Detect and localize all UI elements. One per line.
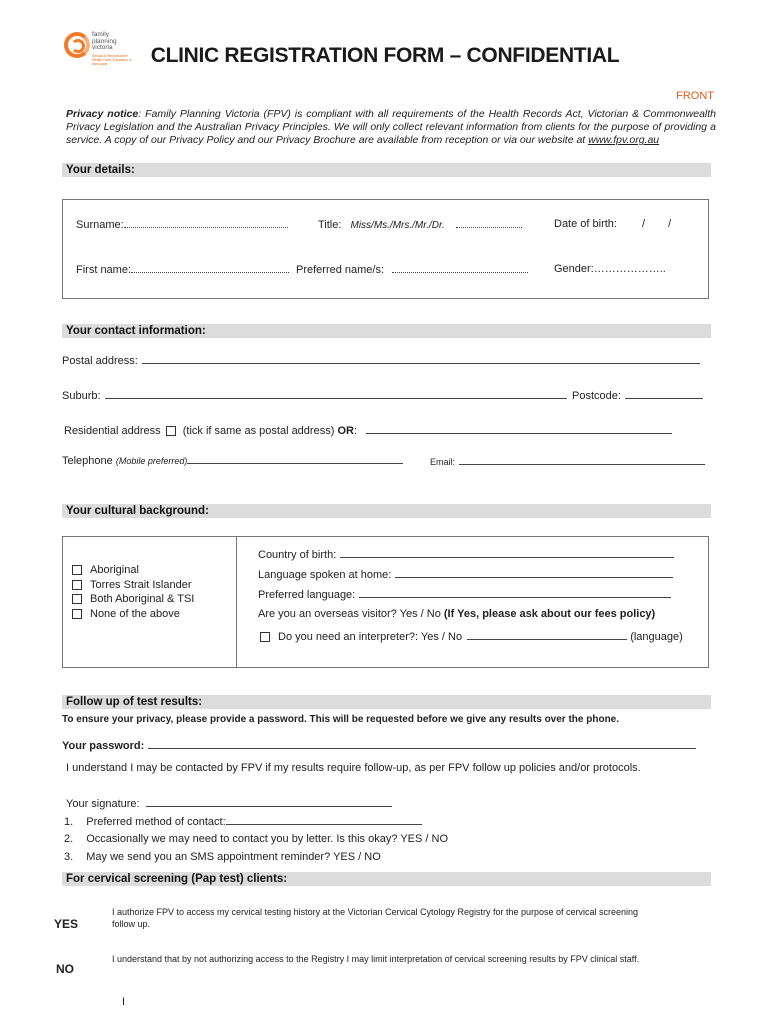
same-as-postal-checkbox[interactable] bbox=[166, 426, 176, 436]
signature-field[interactable]: Your signature: bbox=[66, 797, 392, 810]
front-label: FRONT bbox=[676, 90, 714, 102]
website-link[interactable]: www.fpv.org.au bbox=[588, 134, 660, 146]
telephone-field[interactable]: Telephone (Mobile preferred) bbox=[62, 454, 403, 467]
section-follow-up: Follow up of test results: bbox=[62, 695, 711, 709]
section-cultural-background: Your cultural background: bbox=[62, 504, 711, 518]
follow-up-consent-text: I understand I may be contacted by FPV if my results require follow-up, as per FPV follow up policies and/or protocols. bbox=[66, 762, 641, 774]
logo-tagline: Sexual & Reproductive Health Care, Education & Advocacy bbox=[92, 54, 132, 66]
contact-method-item[interactable]: 1. Preferred method of contact: bbox=[64, 815, 422, 828]
footer-mark: I bbox=[122, 996, 126, 1008]
suburb-field[interactable]: Suburb: bbox=[62, 389, 567, 402]
preferred-name-field[interactable]: Preferred name/s: bbox=[296, 263, 528, 276]
checkbox-both[interactable] bbox=[72, 594, 82, 604]
preferred-language-field[interactable]: Preferred language: bbox=[258, 588, 671, 601]
title-field[interactable]: Title: Miss/Ms./Mrs./Mr./Dr. bbox=[318, 218, 522, 231]
email-field[interactable]: Email: bbox=[430, 455, 705, 468]
option-none[interactable]: None of the above bbox=[72, 607, 194, 622]
surname-field[interactable]: Surname: bbox=[76, 218, 288, 231]
overseas-visitor-field[interactable]: Are you an overseas visitor? Yes / No (If Yes, please ask about our fees policy) bbox=[258, 608, 656, 620]
interpreter-checkbox[interactable] bbox=[260, 632, 270, 642]
logo-text: family planning victoria bbox=[92, 31, 117, 51]
checkbox-torres-strait[interactable] bbox=[72, 580, 82, 590]
privacy-notice: Privacy notice: Family Planning Victoria (FPV) is compliant with all requirements of the Health Records Act, Victorian & Commonwealth Privacy Legislation and the Australian Privacy Principles. We will only collect relevant information from clients for the purpose of providing a service. A copy of our Privacy Policy and our Privacy Brochure are available from reception or via our website at www.fpv.org.au bbox=[66, 108, 716, 146]
checkbox-none[interactable] bbox=[72, 609, 82, 619]
sms-reminder-item[interactable]: 3. May we send you an SMS appointment reminder? YES / NO bbox=[64, 851, 381, 863]
option-aboriginal[interactable]: Aboriginal bbox=[72, 563, 194, 578]
password-field[interactable]: Your password: bbox=[62, 739, 696, 752]
dob-field[interactable]: Date of birth: / / bbox=[554, 218, 672, 230]
option-torres-strait[interactable]: Torres Strait Islander bbox=[72, 578, 194, 593]
residential-address-field[interactable]: Residential address (tick if same as postal address) OR: bbox=[64, 424, 672, 437]
letter-contact-item[interactable]: 2. Occasionally we may need to contact you by letter. Is this okay? YES / NO bbox=[64, 833, 448, 845]
first-name-field[interactable]: First name: bbox=[76, 263, 289, 276]
cervical-no-option[interactable]: NO bbox=[56, 962, 74, 976]
cultural-options bbox=[72, 563, 194, 621]
interpreter-field[interactable]: Do you need an interpreter?: Yes / No (language) bbox=[260, 630, 683, 643]
section-your-details: Your details: bbox=[62, 163, 711, 177]
password-instructions: To ensure your privacy, please provide a password. This will be requested before we give any results over the phone. bbox=[62, 714, 620, 725]
cervical-no-text: I understand that by not authorizing access to the Registry I may limit interpretation of cervical screening results by FPV clinical staff. bbox=[112, 954, 640, 964]
country-of-birth-field[interactable]: Country of birth: bbox=[258, 548, 674, 561]
details-box bbox=[62, 199, 709, 299]
postcode-field[interactable]: Postcode: bbox=[572, 389, 703, 402]
gender-field[interactable]: Gender:……………….. bbox=[554, 263, 666, 275]
section-contact-info: Your contact information: bbox=[62, 324, 711, 338]
section-cervical-screening: For cervical screening (Pap test) clients: bbox=[62, 872, 711, 886]
cultural-divider bbox=[236, 536, 237, 668]
postal-address-field[interactable]: Postal address: bbox=[62, 354, 700, 367]
option-both[interactable]: Both Aboriginal & TSI bbox=[72, 592, 194, 607]
cervical-yes-text: I authorize FPV to access my cervical testing history at the Victorian Cervical Cytology Registry for the purpose of cervical screening follow up. bbox=[112, 907, 639, 929]
cervical-yes-option[interactable]: YES bbox=[54, 917, 79, 931]
language-home-field[interactable]: Language spoken at home: bbox=[258, 568, 673, 581]
checkbox-aboriginal[interactable] bbox=[72, 565, 82, 575]
page-title: CLINIC REGISTRATION FORM – CONFIDENTIAL bbox=[150, 44, 620, 67]
privacy-label: Privacy notice bbox=[66, 108, 139, 120]
